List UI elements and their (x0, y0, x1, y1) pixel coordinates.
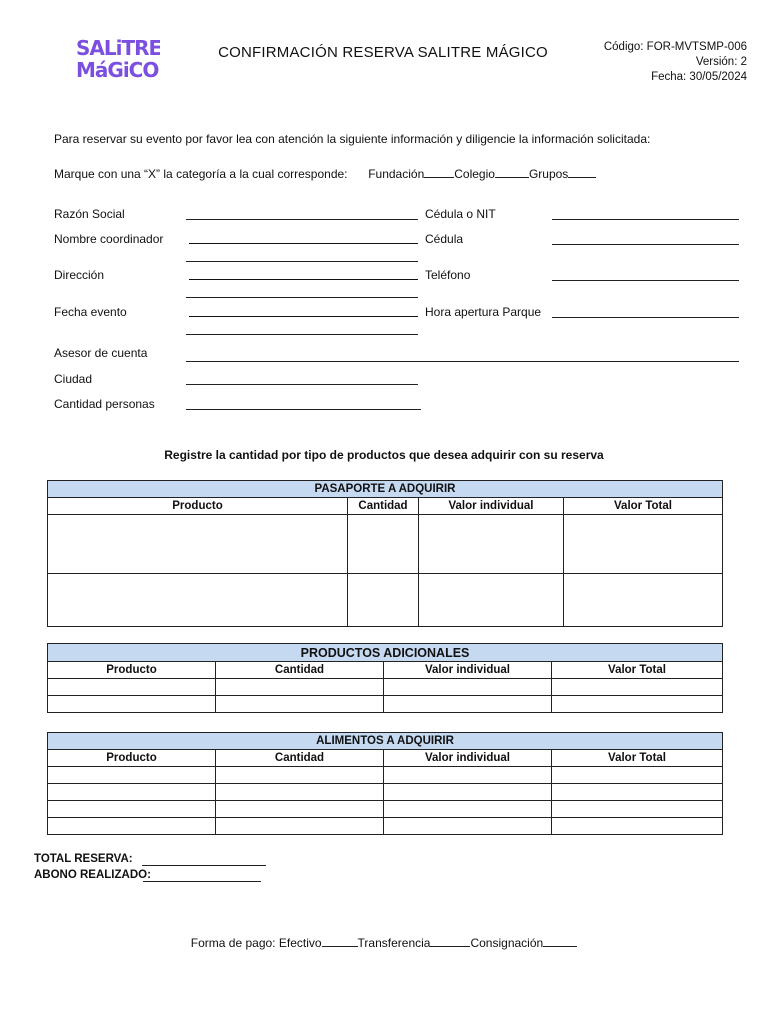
cell[interactable] (48, 696, 216, 713)
cell[interactable] (552, 696, 723, 713)
cell[interactable] (384, 679, 552, 696)
col-producto: Producto (48, 662, 216, 679)
logo-line-2: MáGiCO (76, 58, 159, 80)
total-reserva-field[interactable] (142, 865, 266, 866)
col-valor-individual: Valor individual (384, 750, 552, 767)
cell[interactable] (552, 679, 723, 696)
adicionales-table (47, 643, 723, 713)
direccion-field[interactable] (189, 279, 418, 280)
hora-apertura-field[interactable] (552, 317, 739, 318)
col-cantidad: Cantidad (216, 750, 384, 767)
cell[interactable] (216, 801, 384, 818)
total-reserva-label: TOTAL RESERVA: (34, 853, 133, 865)
label-cantidad-personas: Cantidad personas (54, 397, 155, 411)
cell[interactable] (48, 574, 348, 627)
pasaporte-table (47, 480, 723, 627)
razon-social-field[interactable] (186, 219, 418, 220)
label-ciudad: Ciudad (54, 372, 93, 386)
alimentos-table (47, 732, 723, 835)
grupos-blank[interactable] (568, 166, 596, 178)
nombre-coordinador-field-2[interactable] (186, 261, 418, 262)
document-meta (604, 40, 747, 85)
col-cantidad: Cantidad (216, 662, 384, 679)
codigo: Código: FOR-MVTSMP-006 (603, 41, 747, 53)
cell[interactable] (216, 767, 384, 784)
asesor-cuenta-field[interactable] (186, 361, 739, 362)
fecha-evento-field[interactable] (189, 316, 418, 317)
direccion-field-2[interactable] (186, 297, 418, 298)
salitre-magico-logo (76, 36, 160, 80)
instructions-text: Para reservar su evento por favor lea con atención la siguiente información y diligencie la información solicitada: (54, 132, 651, 146)
cell[interactable] (419, 574, 564, 627)
cell[interactable] (564, 574, 723, 627)
col-valor-total: Valor Total (552, 662, 723, 679)
label-razon-social: Razón Social (54, 207, 125, 221)
label-fecha-evento: Fecha evento (54, 305, 127, 319)
label-cedula-nit: Cédula o NIT (425, 207, 496, 221)
cedula-field[interactable] (552, 244, 739, 245)
cell[interactable] (216, 818, 384, 835)
document-title: CONFIRMACIÓN RESERVA SALITRE MÁGICO (218, 44, 548, 61)
ciudad-field[interactable] (186, 384, 418, 385)
cell[interactable] (384, 767, 552, 784)
col-valor-individual: Valor individual (419, 498, 564, 515)
abono-realizado-field[interactable] (143, 881, 261, 882)
telefono-field[interactable] (552, 280, 739, 281)
products-heading: Registre la cantidad por tipo de productos que desea adquirir con su reserva (164, 448, 604, 462)
cell[interactable] (384, 784, 552, 801)
fecha: Fecha: 30/05/2024 (651, 71, 747, 83)
cell[interactable] (348, 515, 419, 574)
category-row (54, 166, 596, 181)
fundacion-blank[interactable] (424, 166, 454, 178)
col-cantidad: Cantidad (348, 498, 419, 515)
efectivo-blank[interactable] (322, 935, 358, 947)
payment-transferencia: Transferencia (357, 936, 431, 950)
table-row (48, 818, 723, 835)
table-row (48, 696, 723, 713)
payment-row (0, 935, 768, 950)
colegio-blank[interactable] (495, 166, 529, 178)
cell[interactable] (348, 574, 419, 627)
cell[interactable] (384, 696, 552, 713)
cedula-nit-field[interactable] (552, 219, 739, 220)
alimentos-title: ALIMENTOS A ADQUIRIR (48, 733, 723, 750)
cell[interactable] (216, 679, 384, 696)
category-colegio: Colegio (454, 167, 495, 181)
col-valor-individual: Valor individual (384, 662, 552, 679)
cell[interactable] (48, 784, 216, 801)
table-row (48, 515, 723, 574)
label-hora-apertura: Hora apertura Parque (425, 305, 542, 319)
table-row (48, 574, 723, 627)
label-direccion: Dirección (54, 268, 105, 282)
adicionales-title: PRODUCTOS ADICIONALES (48, 644, 723, 662)
cell[interactable] (216, 784, 384, 801)
cell[interactable] (552, 767, 723, 784)
cell[interactable] (384, 818, 552, 835)
payment-consignacion: Consignación (470, 936, 544, 950)
col-valor-total: Valor Total (564, 498, 723, 515)
label-asesor-cuenta: Asesor de cuenta (54, 346, 148, 360)
label-cedula: Cédula (425, 232, 464, 246)
transferencia-blank[interactable] (430, 935, 470, 947)
payment-label: Forma de pago: (190, 936, 276, 950)
label-telefono: Teléfono (425, 268, 471, 282)
category-prompt: Marque con una “X” la categoría a la cual corresponde: (54, 167, 348, 181)
fecha-evento-field-2[interactable] (186, 334, 418, 335)
cell[interactable] (384, 801, 552, 818)
cell[interactable] (419, 515, 564, 574)
cell[interactable] (552, 801, 723, 818)
table-row (48, 784, 723, 801)
cell[interactable] (48, 515, 348, 574)
cell[interactable] (48, 818, 216, 835)
logo-line-1: SALiTRE (76, 36, 160, 60)
table-row (48, 767, 723, 784)
cell[interactable] (48, 767, 216, 784)
table-row (48, 801, 723, 818)
cell[interactable] (216, 696, 384, 713)
cell[interactable] (552, 818, 723, 835)
category-fundacion: Fundación (368, 167, 425, 181)
abono-realizado-label: ABONO REALIZADO: (34, 869, 151, 881)
payment-efectivo: Efectivo (278, 936, 322, 950)
cell[interactable] (552, 784, 723, 801)
nombre-coordinador-field[interactable] (189, 243, 418, 244)
col-valor-total: Valor Total (552, 750, 723, 767)
pasaporte-title: PASAPORTE A ADQUIRIR (48, 481, 723, 498)
table-row (48, 679, 723, 696)
cantidad-personas-field[interactable] (186, 409, 421, 410)
consignacion-blank[interactable] (543, 935, 577, 947)
col-producto: Producto (48, 498, 348, 515)
cell[interactable] (48, 801, 216, 818)
col-producto: Producto (48, 750, 216, 767)
version: Versión: 2 (695, 56, 747, 68)
cell[interactable] (48, 679, 216, 696)
label-nombre-coordinador: Nombre coordinador (54, 232, 164, 246)
category-grupos: Grupos (528, 167, 569, 181)
cell[interactable] (564, 515, 723, 574)
